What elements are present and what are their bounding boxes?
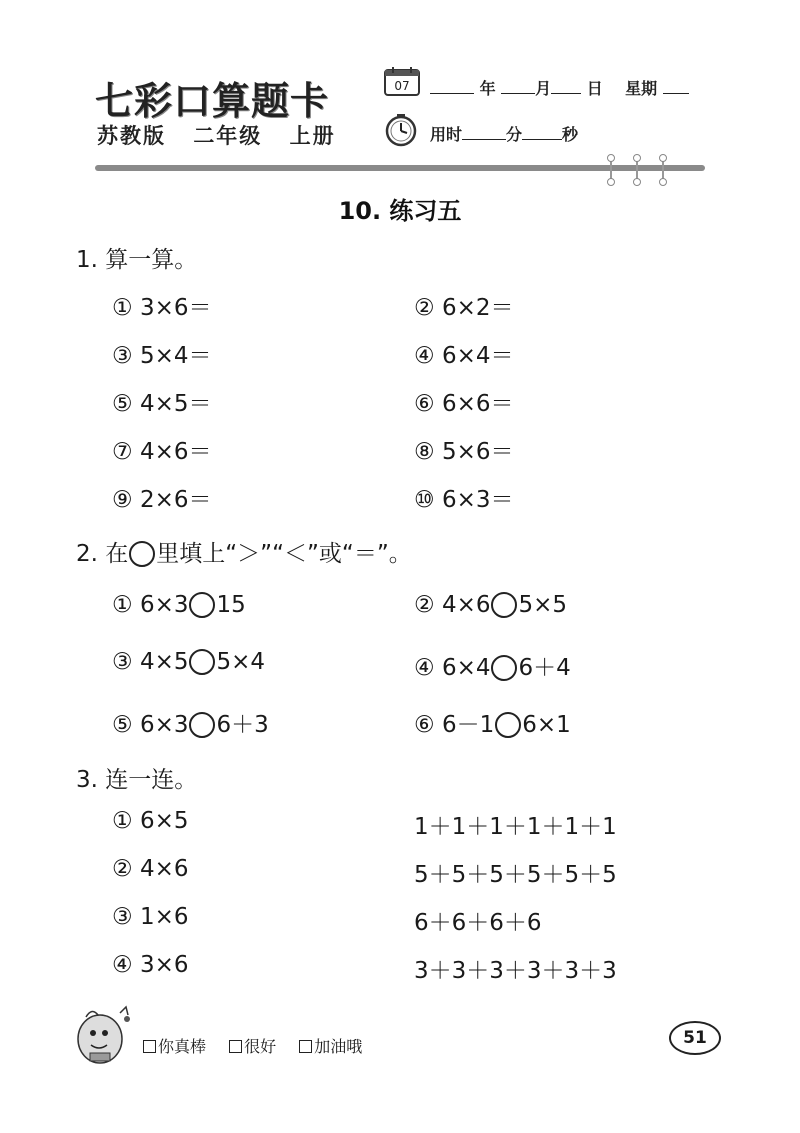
time-used-label: 用时 [430,125,463,144]
month-label: 月 [535,79,552,98]
match-left-item[interactable]: ② 4×6 [112,856,189,882]
edition-volume: 上册 [289,124,336,148]
answer-circle[interactable] [189,712,215,738]
brand-title: 七彩口算题卡 [95,78,330,123]
rating-option[interactable]: 加油哦 [299,1037,362,1056]
year-label: 年 [479,79,496,98]
match-right-item[interactable]: 1＋1＋1＋1＋1＋1 [414,814,617,840]
time-line [430,122,578,145]
section2-item: ⑥ 6－1 6×1 [414,712,571,738]
answer-circle[interactable] [491,592,517,618]
section1-item: ⑩ 6×3＝ [414,487,514,513]
checkbox-icon[interactable] [143,1040,156,1053]
second-blank [522,125,562,140]
page-number: 51 [669,1021,721,1055]
header-divider [95,165,705,171]
match-left-item[interactable]: ③ 1×6 [112,904,189,930]
minute-blank [462,125,506,140]
section2-item: ② 4×6 5×5 [414,592,568,618]
answer-circle[interactable] [189,592,215,618]
date-line [430,76,689,99]
section1-heading: 1. 算一算。 [76,247,198,273]
rating-option[interactable]: 很好 [229,1037,276,1056]
self-rating [143,1034,380,1057]
clock-icon [383,113,419,151]
calendar-day: 07 [394,79,410,93]
binder-ring [636,158,638,182]
section2-heading: 2. 在 里填上“＞”“＜”或“＝”。 [76,541,412,567]
day-label: 日 [586,79,603,98]
section1-item: ② 6×2＝ [414,295,514,321]
edition-grade: 二年级 [193,124,263,148]
minute-label: 分 [506,125,523,144]
second-label: 秒 [562,125,579,144]
edition-publisher: 苏教版 [97,124,166,148]
binder-ring [662,158,664,182]
section1-item: ⑧ 5×6＝ [414,439,514,465]
calendar-icon [384,66,420,100]
answer-circle[interactable] [491,655,517,681]
answer-circle[interactable] [495,712,521,738]
month-blank [501,79,535,94]
edition-line [97,120,354,150]
section2-item: ⑤ 6×3 6＋3 [112,712,269,738]
section1-item: ⑦ 4×6＝ [112,439,212,465]
year-blank [430,79,474,94]
match-left-item[interactable]: ④ 3×6 [112,952,189,978]
match-right-item[interactable]: 3＋3＋3＋3＋3＋3 [414,958,617,984]
binder-ring [610,158,612,182]
section1-item: ⑥ 6×6＝ [414,391,514,417]
checkbox-icon[interactable] [299,1040,312,1053]
section2-item: ① 6×3 15 [112,592,246,618]
compare-circle [129,541,155,567]
section2-item: ④ 6×4 6＋4 [414,655,571,681]
match-right-item[interactable]: 6＋6＋6＋6 [414,910,542,936]
section1-item: ④ 6×4＝ [414,343,514,369]
rating-option[interactable]: 你真棒 [143,1037,206,1056]
lesson-title: 10. 练习五 [338,197,462,225]
section2-item: ③ 4×5 5×4 [112,649,266,675]
weekday-label: 星期 [625,79,658,98]
answer-circle[interactable] [189,649,215,675]
match-right-item[interactable]: 5＋5＋5＋5＋5＋5 [414,862,617,888]
day-blank [551,79,581,94]
section1-item: ① 3×6＝ [112,295,212,321]
section3-heading: 3. 连一连。 [76,767,198,793]
section1-item: ③ 5×4＝ [112,343,212,369]
mascot-icon [72,1003,134,1073]
match-left-item[interactable]: ① 6×5 [112,808,189,834]
section1-item: ⑨ 2×6＝ [112,487,212,513]
weekday-blank [663,79,689,94]
section1-item: ⑤ 4×5＝ [112,391,212,417]
checkbox-icon[interactable] [229,1040,242,1053]
